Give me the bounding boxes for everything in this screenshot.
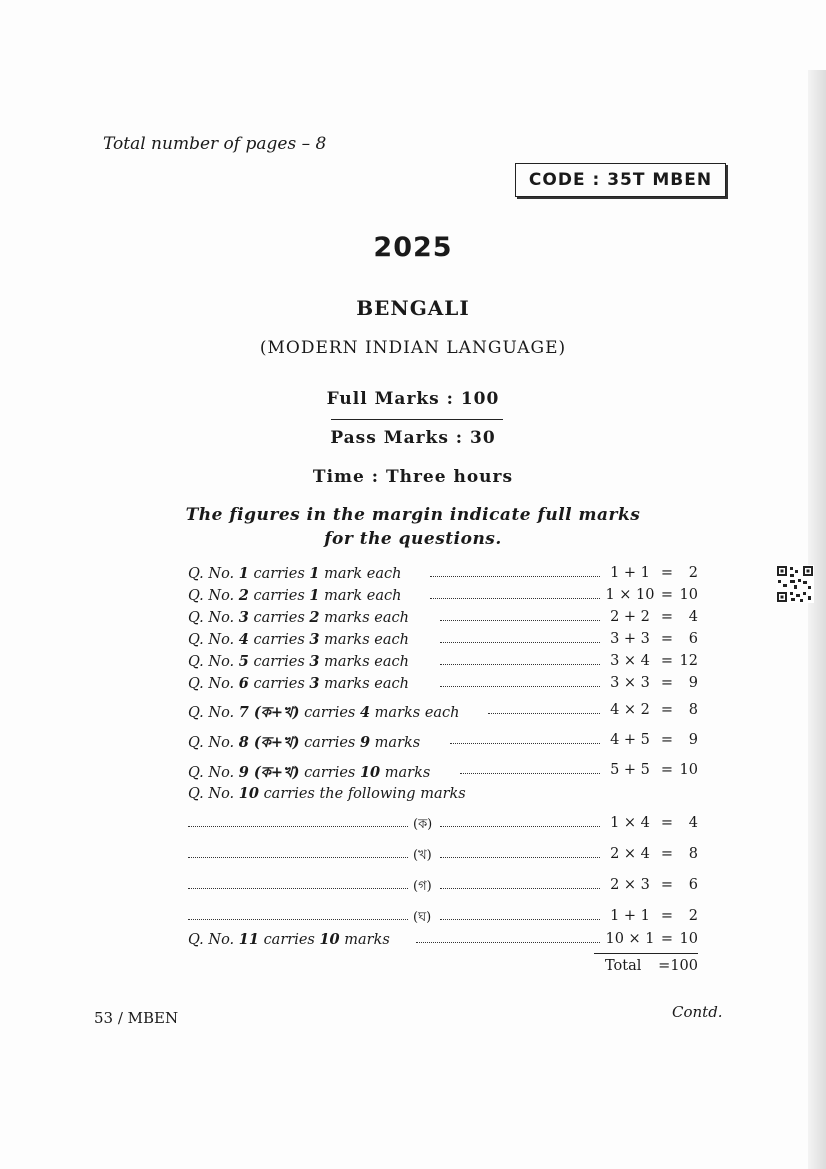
equals-sign: = <box>660 815 674 831</box>
marks-expression: 3 × 3 <box>610 675 650 691</box>
q10-part-ga <box>188 877 698 899</box>
marks-result: 2 <box>688 908 698 924</box>
dot-leader <box>440 642 600 643</box>
dot-leader <box>440 919 600 920</box>
question-label: Q. No. 4 carries 3 marks each <box>188 631 409 648</box>
total-divider <box>594 953 698 954</box>
dot-leader <box>188 857 408 858</box>
q10-part-gha <box>188 908 698 930</box>
dot-leader <box>440 686 600 687</box>
marks-expression: 3 × 4 <box>610 653 650 669</box>
total-value: =100 <box>658 958 698 974</box>
equals-sign: = <box>660 846 674 862</box>
dot-leader <box>440 857 600 858</box>
question-label: Q. No. 7 (ক+খ) carries 4 marks each <box>188 704 460 721</box>
total-label: Total <box>605 958 642 974</box>
marks-divider <box>331 419 503 420</box>
marks-expression: 10 × 1 <box>605 931 655 947</box>
question-row-9 <box>188 762 698 784</box>
dot-leader <box>440 826 600 827</box>
dot-leader <box>450 743 600 744</box>
question-label: Q. No. 5 carries 3 marks each <box>188 653 409 670</box>
marks-result: 9 <box>688 732 698 748</box>
marks-expression: 3 + 3 <box>610 631 650 647</box>
qr-code-icon <box>776 565 814 603</box>
question-label: Q. No. 1 carries 1 mark each <box>188 565 402 582</box>
full-marks: Full Marks : 100 <box>326 389 500 409</box>
part-label: (ক) <box>413 817 433 832</box>
marks-result: 10 <box>679 587 698 603</box>
question-label: Q. No. 6 carries 3 marks each <box>188 675 409 692</box>
paper-code-box: CODE : 35T MBEN <box>515 163 726 197</box>
subject-title: BENGALI <box>356 296 470 320</box>
marks-expression: 4 + 5 <box>610 732 650 748</box>
marks-expression: 2 × 3 <box>610 877 650 893</box>
dot-leader <box>440 620 600 621</box>
equals-sign: = <box>660 908 674 924</box>
dot-leader <box>430 598 600 599</box>
equals-sign: = <box>660 653 674 669</box>
question-label: Q. No. 10 carries the following marks <box>188 785 466 802</box>
question-row-2 <box>188 587 698 609</box>
question-label: Q. No. 8 (ক+খ) carries 9 marks <box>188 734 421 751</box>
exam-time: Time : Three hours <box>312 467 514 487</box>
question-label: Q. No. 3 carries 2 marks each <box>188 609 409 626</box>
dot-leader <box>440 664 600 665</box>
marks-expression: 1 + 1 <box>610 565 650 581</box>
question-row-10 <box>188 785 698 807</box>
dot-leader <box>460 773 600 774</box>
marks-result: 9 <box>688 675 698 691</box>
equals-sign: = <box>660 877 674 893</box>
equals-sign: = <box>660 732 674 748</box>
equals-sign: = <box>660 931 674 947</box>
marks-expression: 2 + 2 <box>610 609 650 625</box>
marks-expression: 5 + 5 <box>610 762 650 778</box>
subject-subtitle: (MODERN INDIAN LANGUAGE) <box>259 338 567 358</box>
footer-page-code: 53 / MBEN <box>94 1009 179 1027</box>
marks-result: 8 <box>688 702 698 718</box>
equals-sign: = <box>660 675 674 691</box>
exam-year: 2025 <box>373 232 453 263</box>
marks-result: 2 <box>688 565 698 581</box>
marks-result: 10 <box>679 762 698 778</box>
part-label: (খ) <box>413 848 432 863</box>
part-label: (গ) <box>413 879 432 894</box>
part-label: (ঘ) <box>413 910 432 925</box>
dot-leader <box>416 942 600 943</box>
marks-expression: 1 + 1 <box>610 908 650 924</box>
equals-sign: = <box>660 565 674 581</box>
dot-leader <box>188 888 408 889</box>
marks-expression: 1 × 10 <box>605 587 655 603</box>
q10-part-ka <box>188 815 698 837</box>
equals-sign: = <box>660 631 674 647</box>
equals-sign: = <box>660 762 674 778</box>
question-label: Q. No. 2 carries 1 mark each <box>188 587 402 604</box>
dot-leader <box>488 713 600 714</box>
question-row-5 <box>188 653 698 675</box>
question-label: Q. No. 11 carries 10 marks <box>188 931 390 948</box>
marks-expression: 2 × 4 <box>610 846 650 862</box>
marks-result: 4 <box>688 609 698 625</box>
question-row-7 <box>188 702 698 724</box>
dot-leader <box>188 919 408 920</box>
marks-expression: 1 × 4 <box>610 815 650 831</box>
pass-marks: Pass Marks : 30 <box>330 428 496 448</box>
question-row-1 <box>188 565 698 587</box>
marks-result: 12 <box>679 653 698 669</box>
question-label: Q. No. 9 (ক+খ) carries 10 marks <box>188 764 431 781</box>
q10-part-kha <box>188 846 698 868</box>
question-row-3 <box>188 609 698 631</box>
equals-sign: = <box>660 587 674 603</box>
total-pages-note: Total number of pages – 8 <box>103 134 327 154</box>
instruction-line-1: The figures in the margin indicate full marks <box>185 505 641 525</box>
instruction-line-2: for the questions. <box>324 529 502 549</box>
marks-result: 10 <box>679 931 698 947</box>
marks-result: 8 <box>688 846 698 862</box>
equals-sign: = <box>660 609 674 625</box>
marks-expression: 4 × 2 <box>610 702 650 718</box>
marks-result: 6 <box>688 877 698 893</box>
question-row-8 <box>188 732 698 754</box>
footer-contd: Contd. <box>672 1003 723 1021</box>
question-row-4 <box>188 631 698 653</box>
dot-leader <box>440 888 600 889</box>
equals-sign: = <box>660 702 674 718</box>
marks-result: 6 <box>688 631 698 647</box>
dot-leader <box>188 826 408 827</box>
dot-leader <box>430 576 600 577</box>
question-row-6 <box>188 675 698 697</box>
question-row-11 <box>188 931 698 953</box>
marks-result: 4 <box>688 815 698 831</box>
